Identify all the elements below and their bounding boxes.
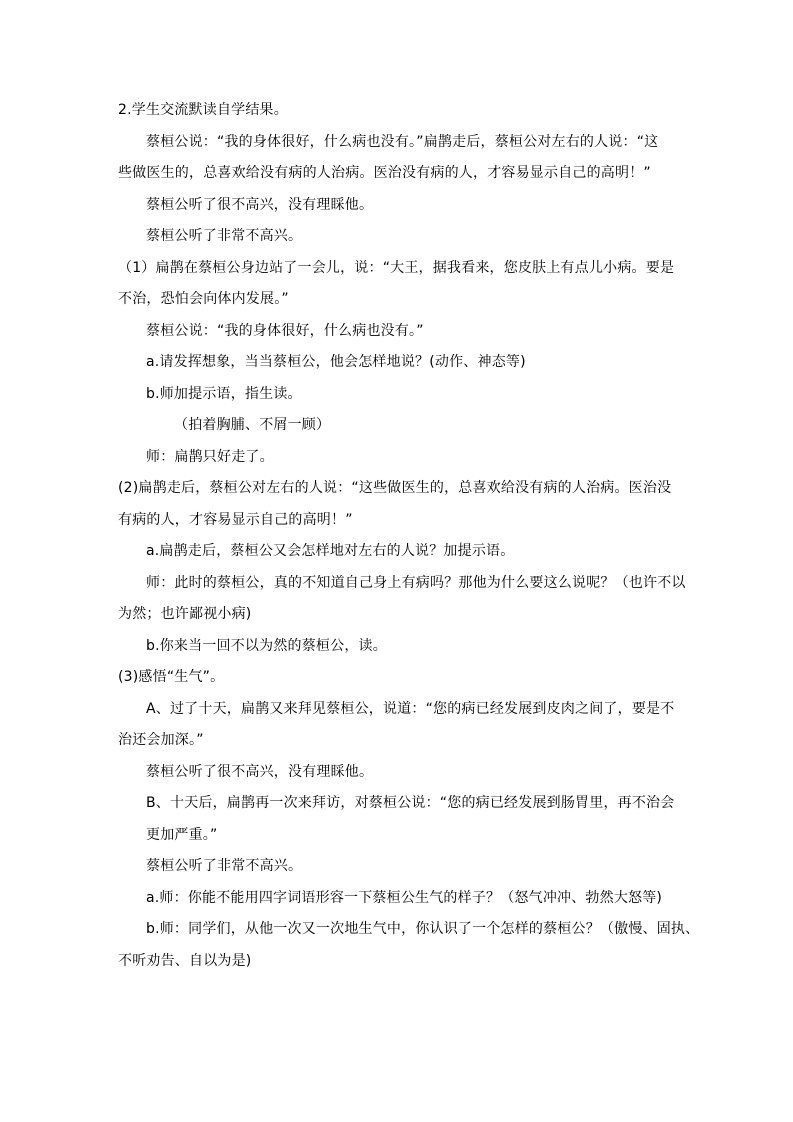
text-line: b.师加提示语，指生读。: [146, 386, 302, 402]
text-line: 为然；也许鄙视小病): [118, 606, 252, 622]
text-line: a.请发挥想象，当当蔡桓公，他会怎样地说？(动作、神态等): [146, 354, 526, 370]
text-line: （拍着胸脯、不屑一顾）: [174, 417, 331, 433]
text-line: 2.学生交流默读自学结果。: [118, 102, 288, 118]
text-line: 治还会加深。”: [118, 732, 204, 748]
text-line: B、十天后，扁鹊再一次来拜访，对蔡桓公说：“您的病已经发展到肠胃里，再不治会: [146, 795, 675, 811]
text-line: 些做医生的，总喜欢给没有病的人治病。医治没有病的人，才容易显示自己的高明！”: [118, 165, 651, 181]
text-line: 更加严重。”: [146, 827, 218, 843]
text-line: 蔡桓公说：“我的身体很好，什么病也没有。”: [146, 323, 424, 339]
text-line: a.师：你能不能用四字词语形容一下蔡桓公生气的样子？（怒气冲冲、勃然大怒等): [146, 890, 663, 906]
text-line: （1）扁鹊在蔡桓公身边站了一会儿，说：“大王，据我看来，您皮肤上有点儿小病。要是: [118, 260, 675, 276]
text-line: 蔡桓公说：“我的身体很好，什么病也没有。”扁鹊走后，蔡桓公对左右的人说：“这: [146, 134, 659, 150]
text-line: (3)感悟“生气”。: [118, 669, 225, 685]
text-line: 有病的人，才容易显示自己的高明！”: [118, 512, 353, 528]
text-line: a.扁鹊走后，蔡桓公又会怎样地对左右的人说？加提示语。: [146, 543, 515, 559]
text-line: 蔡桓公听了很不高兴，没有理睬他。: [146, 764, 374, 780]
text-line: 不治，恐怕会向体内发展。”: [118, 291, 289, 307]
text-line: 蔡桓公听了非常不高兴。: [146, 228, 303, 244]
text-line: 蔡桓公听了很不高兴，没有理睬他。: [146, 197, 374, 213]
text-line: 师：此时的蔡桓公，真的不知道自己身上有病吗？那他为什么要这么说呢？（也许不以: [146, 575, 686, 591]
text-line: 蔡桓公听了非常不高兴。: [146, 858, 303, 874]
text-line: A、过了十天，扁鹊又来拜见蔡桓公，说道：“您的病已经发展到皮肉之间了，要是不: [146, 701, 675, 717]
text-line: 不听劝告、自以为是): [118, 953, 252, 969]
text-line: b.你来当一回不以为然的蔡桓公，读。: [146, 638, 387, 654]
text-line: b.师：同学们，从他一次又一次地生气中，你认识了一个怎样的蔡桓公？（傲慢、固执、: [146, 921, 700, 937]
text-line: (2)扁鹊走后，蔡桓公对左右的人说：“这些做医生的，总喜欢给没有病的人治病。医治没: [118, 480, 672, 496]
text-line: 师：扁鹊只好走了。: [146, 449, 274, 465]
